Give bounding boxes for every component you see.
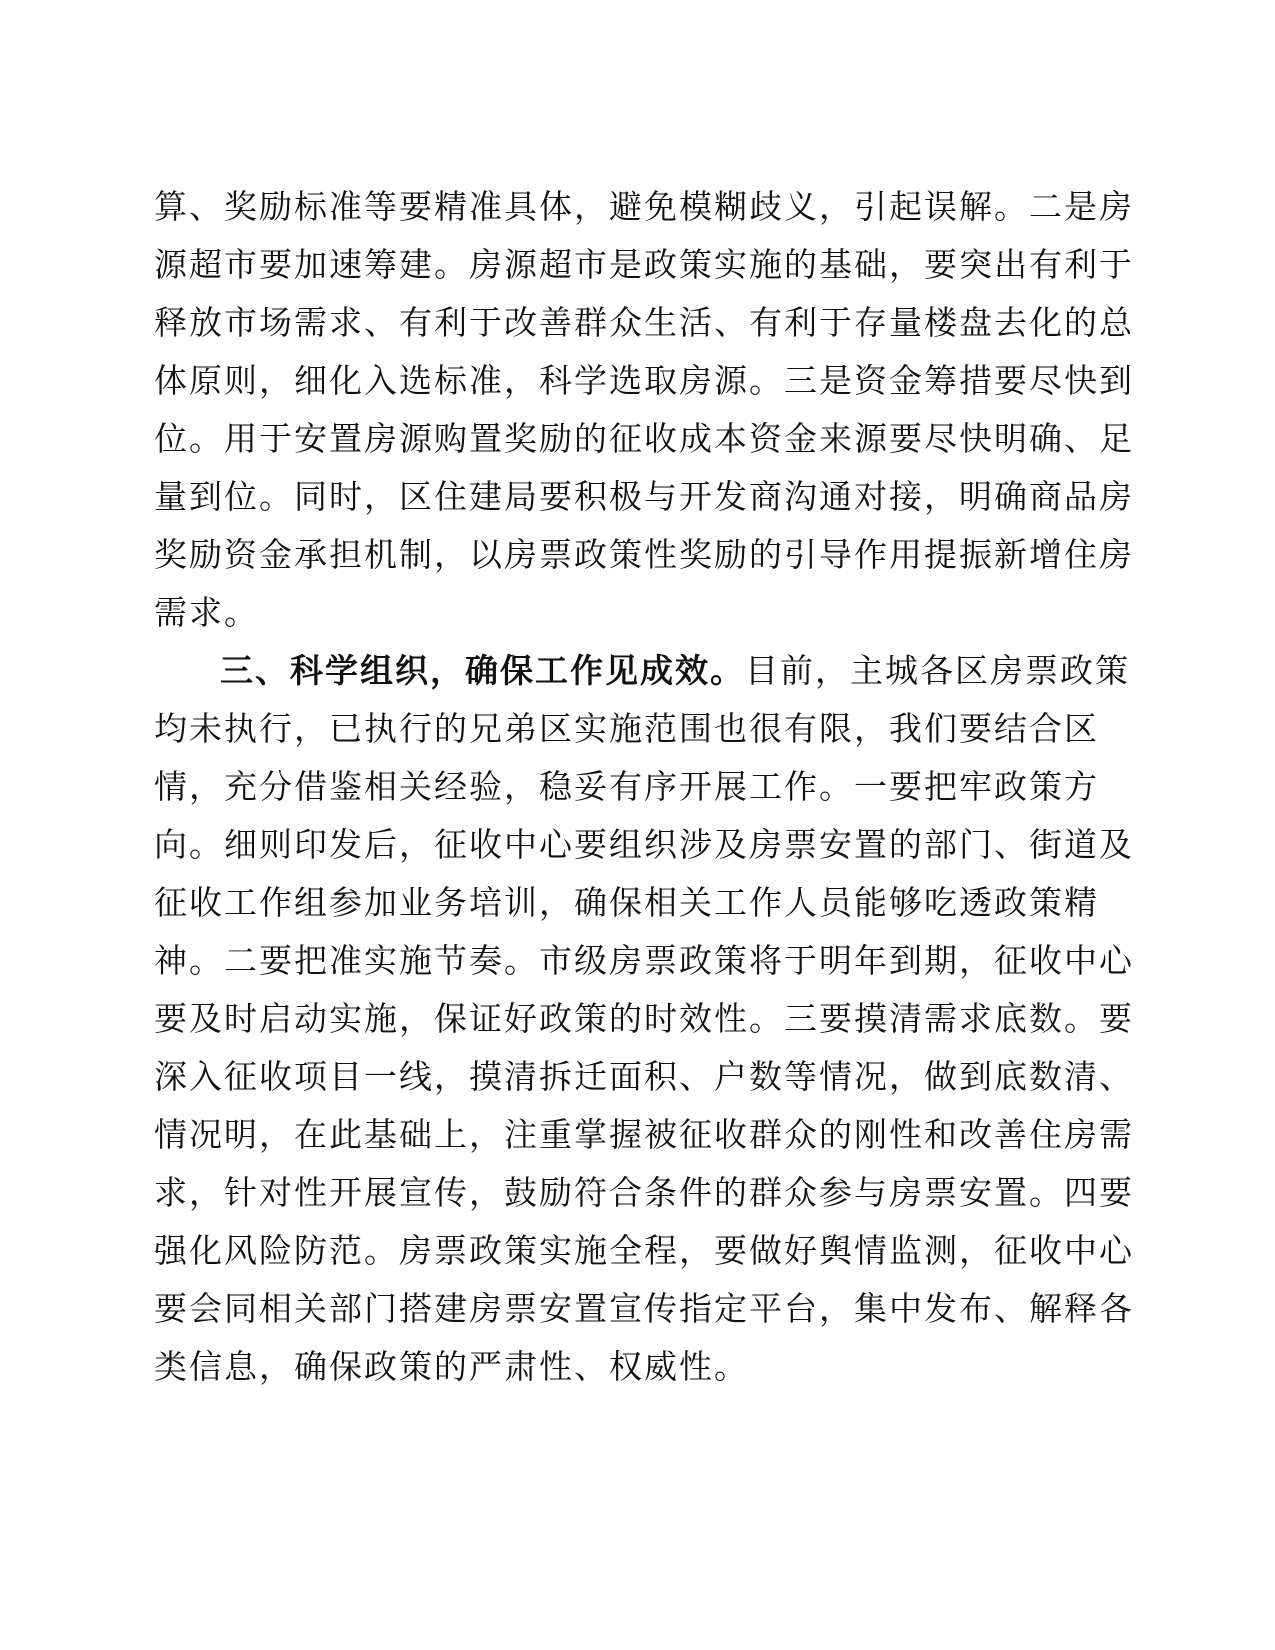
text-line: 奖励资金承担机制，以房票政策性奖励的引导作用提振新增住房 [154,535,1134,574]
section-heading: 三、科学组织，确保工作见成效。 [220,651,745,690]
paragraph-2 [154,642,1134,1396]
text-line: 情况明，在此基础上，注重掌握被征收群众的刚性和改善住房需 [154,1115,1134,1154]
paragraph-first-line [154,642,1130,700]
text-line: 需求。 [154,593,259,632]
text-line: 位。用于安置房源购置奖励的征收成本资金来源要尽快明确、足 [154,419,1134,458]
text-line: 源超市要加速筹建。房源超市是政策实施的基础，要突出有利于 [154,245,1134,284]
text-line: 要会同相关部门搭建房票安置宣传指定平台，集中发布、解释各 [154,1289,1134,1328]
text-line: 深入征收项目一线，摸清拆迁面积、户数等情况，做到底数清、 [154,1057,1134,1096]
text-line: 体原则，细化入选标准，科学选取房源。三是资金筹措要尽快到 [154,361,1134,400]
text-line: 求，针对性开展宣传，鼓励符合条件的群众参与房票安置。四要 [154,1173,1134,1212]
text-line: 类信息，确保政策的严肃性、权威性。 [154,1347,749,1386]
text-run: 目前，主城各区房票政策 [745,651,1130,690]
text-line: 情，充分借鉴相关经验，稳妥有序开展工作。一要把牢政策方 [154,767,1099,806]
document-body [154,178,1134,1396]
text-line: 向。细则印发后，征收中心要组织涉及房票安置的部门、街道及 [154,825,1134,864]
text-line: 神。二要把准实施节奏。市级房票政策将于明年到期，征收中心 [154,941,1134,980]
text-line: 量到位。同时，区住建局要积极与开发商沟通对接，明确商品房 [154,477,1134,516]
paragraph-1 [154,178,1134,642]
text-line: 要及时启动实施，保证好政策的时效性。三要摸清需求底数。要 [154,999,1134,1038]
text-line: 释放市场需求、有利于改善群众生活、有利于存量楼盘去化的总 [154,303,1134,342]
text-line: 算、奖励标准等要精准具体，避免模糊歧义，引起误解。二是房 [154,187,1134,226]
text-line: 强化风险防范。房票政策实施全程，要做好舆情监测，征收中心 [154,1231,1134,1270]
text-line: 均未执行，已执行的兄弟区实施范围也很有限，我们要结合区 [154,709,1099,748]
text-line: 征收工作组参加业务培训，确保相关工作人员能够吃透政策精 [154,883,1099,922]
